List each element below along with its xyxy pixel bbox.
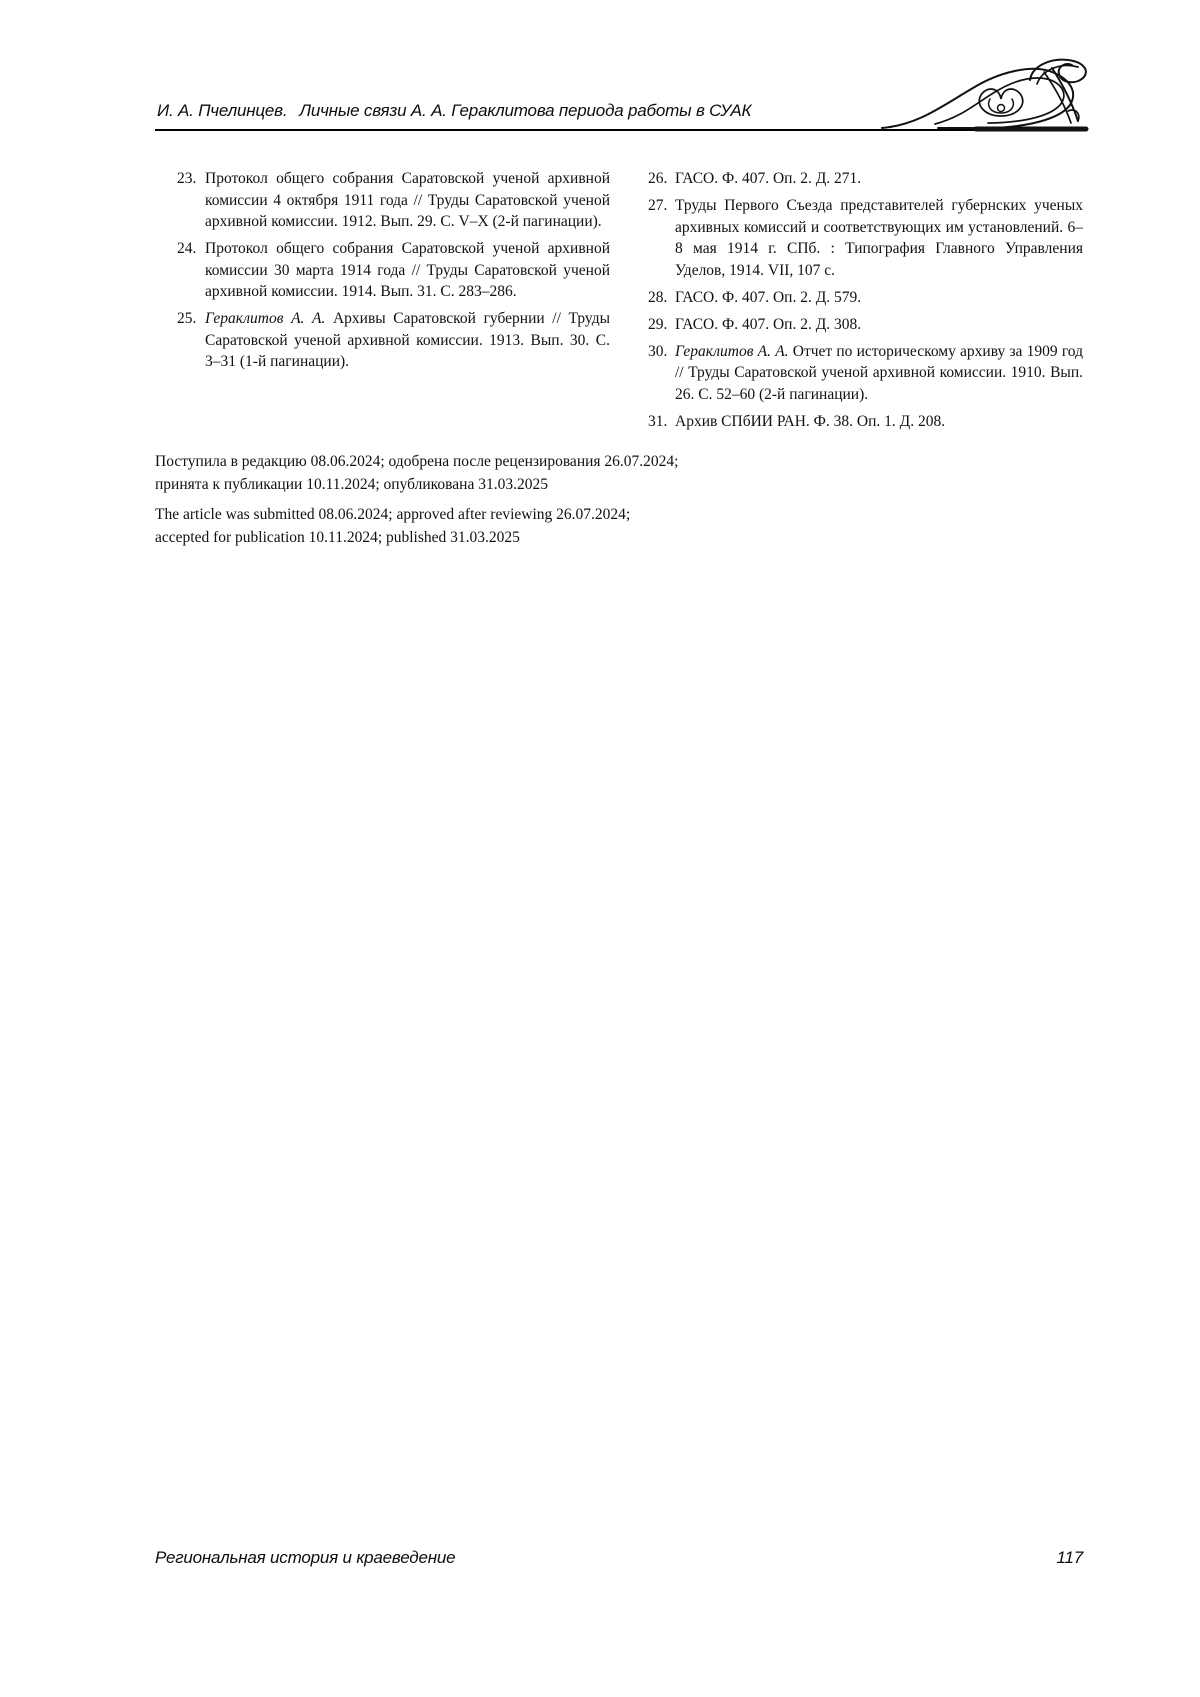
reference-number: 24. bbox=[177, 240, 197, 257]
reference-number: 29. bbox=[648, 315, 668, 333]
reference-item bbox=[648, 287, 1083, 309]
reference-number: 23. bbox=[177, 170, 197, 187]
reference-text: Гераклитов А. А. Отчет по историческому архиву за 1909 год // Труды Саратовской ученой архивной комиссии. 1910. Вып. 26. С. 52–60 (2-й пагинации). bbox=[675, 342, 1083, 403]
reference-text: Протокол общего собрания Саратовской ученой архивной комиссии 4 октября 1911 года // Труды Саратовской ученой архивной комиссии. 1912. Вып. 29. С. V–X (2-й пагинации). bbox=[205, 170, 610, 230]
running-head-title: Личные связи А. А. Гераклитова периода работы в СУАК bbox=[299, 101, 752, 120]
submission-en-line2: accepted for publication 10.11.2024; published 31.03.2025 bbox=[155, 529, 520, 546]
references-column-right bbox=[648, 168, 1083, 438]
reference-item bbox=[155, 308, 610, 373]
references-column-left bbox=[155, 168, 610, 438]
submission-ru-line1: Поступила в редакцию 08.06.2024; одобрена после рецензирования 26.07.2024; bbox=[155, 452, 679, 470]
reference-item bbox=[648, 411, 1083, 433]
reference-text: Гераклитов А. А. Архивы Саратовской губернии // Труды Саратовской ученой архивной комиссии. 1913. Вып. 30. С. 3–31 (1-й пагинации). bbox=[205, 310, 610, 370]
references-section bbox=[155, 168, 1085, 550]
reference-text: ГАСО. Ф. 407. Оп. 2. Д. 271. bbox=[675, 170, 862, 187]
reference-item bbox=[155, 238, 610, 303]
submission-note-ru bbox=[155, 450, 1085, 497]
footer-page-number: 117 bbox=[1056, 1548, 1083, 1567]
references-columns bbox=[155, 168, 1085, 438]
reference-text: ГАСО. Ф. 407. Оп. 2. Д. 579. bbox=[675, 288, 862, 306]
submission-note-en bbox=[155, 503, 1085, 550]
running-header bbox=[155, 0, 1085, 131]
reference-item bbox=[648, 314, 1083, 336]
running-footer bbox=[155, 1548, 1083, 1568]
reference-number: 28. bbox=[648, 288, 668, 306]
reference-item bbox=[648, 195, 1083, 281]
reference-text: Протокол общего собрания Саратовской ученой архивной комиссии 30 марта 1914 года // Труды Саратовской ученой архивной комиссии. 1914. Вып. 31. С. 283–286. bbox=[205, 240, 610, 300]
reference-number: 26. bbox=[648, 170, 668, 187]
reference-number: 27. bbox=[648, 197, 668, 214]
reference-text: Труды Первого Съезда представителей губернских ученых архивных комиссий и соответствующих им установлений. 6–8 мая 1914 г. СПб. : Типография Главного Управления Уделов, 1914. VII, 107 с. bbox=[675, 197, 1083, 279]
reference-author: Гераклитов А. А. bbox=[205, 310, 333, 327]
submission-ru-line2: принята к публикации 10.11.2024; опубликована 31.03.2025 bbox=[155, 476, 548, 493]
reference-author: Гераклитов А. А. bbox=[675, 342, 793, 360]
reference-item bbox=[648, 341, 1083, 406]
reference-number: 30. bbox=[648, 342, 668, 360]
running-head-text bbox=[157, 101, 751, 121]
reference-number: 25. bbox=[177, 310, 197, 327]
submission-en-line1: The article was submitted 08.06.2024; approved after reviewing 26.07.2024; bbox=[155, 505, 631, 523]
reference-item bbox=[155, 168, 610, 233]
reference-text: ГАСО. Ф. 407. Оп. 2. Д. 308. bbox=[675, 315, 862, 333]
running-head-author: И. А. Пчелинцев. bbox=[157, 101, 288, 120]
footer-journal-section: Региональная история и краеведение bbox=[155, 1548, 456, 1567]
reference-number: 31. bbox=[648, 412, 668, 430]
reference-text: Архив СПбИИ РАН. Ф. 38. Оп. 1. Д. 208. bbox=[675, 412, 946, 430]
reference-item bbox=[648, 168, 1083, 190]
floral-flourish-icon bbox=[880, 58, 1089, 132]
